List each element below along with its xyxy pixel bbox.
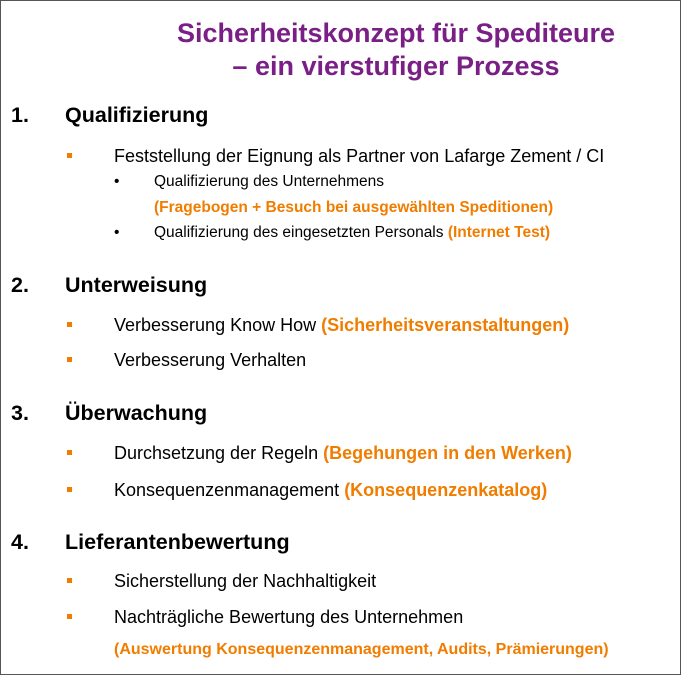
- highlight-text: (Begehungen in den Werken): [323, 443, 572, 463]
- item-text: Sicherstellung der Nachhaltigkeit: [114, 571, 377, 591]
- section-4-item-2-highlight: [114, 639, 609, 661]
- highlight-text: (Sicherheitsveranstaltungen): [321, 315, 570, 335]
- section-heading: Qualifizierung: [65, 103, 209, 127]
- item-text: Verbesserung Know How: [114, 315, 317, 335]
- round-bullet-icon: •: [114, 224, 120, 241]
- section-number: 3.: [11, 401, 29, 425]
- title-line-2: – ein vierstufiger Prozess: [232, 51, 560, 81]
- section-1-sub-1-highlight: [154, 197, 553, 219]
- square-bullet-icon: [67, 578, 72, 583]
- section-heading: Unterweisung: [65, 273, 208, 297]
- highlight-text: (Konsequenzenkatalog): [344, 480, 548, 500]
- square-bullet-icon: [67, 322, 72, 327]
- round-bullet-icon: •: [114, 173, 120, 190]
- highlight-text: (Fragebogen + Besuch bei ausgewählten Speditionen): [154, 199, 554, 216]
- highlight-text: (Internet Test): [447, 224, 551, 241]
- square-bullet-icon: [67, 487, 72, 492]
- square-bullet-icon: [67, 357, 72, 362]
- sub-item-text: Qualifizierung des Unternehmens: [154, 173, 385, 190]
- item-text: Konsequenzenmanagement: [114, 480, 340, 500]
- square-bullet-icon: [67, 450, 72, 455]
- section-number: 1.: [11, 103, 29, 127]
- sub-item-text: Qualifizierung des eingesetzten Personals: [154, 224, 444, 241]
- title-line-1: Sicherheitskonzept für Spediteure: [176, 18, 616, 48]
- item-text: Durchsetzung der Regeln: [114, 443, 319, 463]
- item-text: Nachträgliche Bewertung des Unternehmen: [114, 607, 464, 627]
- section-number: 2.: [11, 273, 29, 297]
- slide-title: [111, 17, 681, 83]
- section-heading: Lieferantenbewertung: [65, 530, 290, 554]
- square-bullet-icon: [67, 153, 72, 158]
- highlight-text: (Auswertung Konsequenzenmanagement, Audits, Prämierungen): [114, 641, 609, 658]
- item-text: Verbesserung Verhalten: [114, 350, 307, 370]
- square-bullet-icon: [67, 614, 72, 619]
- section-heading: Überwachung: [65, 401, 208, 425]
- section-number: 4.: [11, 530, 29, 554]
- item-text: Feststellung der Eignung als Partner von Lafarge Zement / CI: [114, 146, 605, 166]
